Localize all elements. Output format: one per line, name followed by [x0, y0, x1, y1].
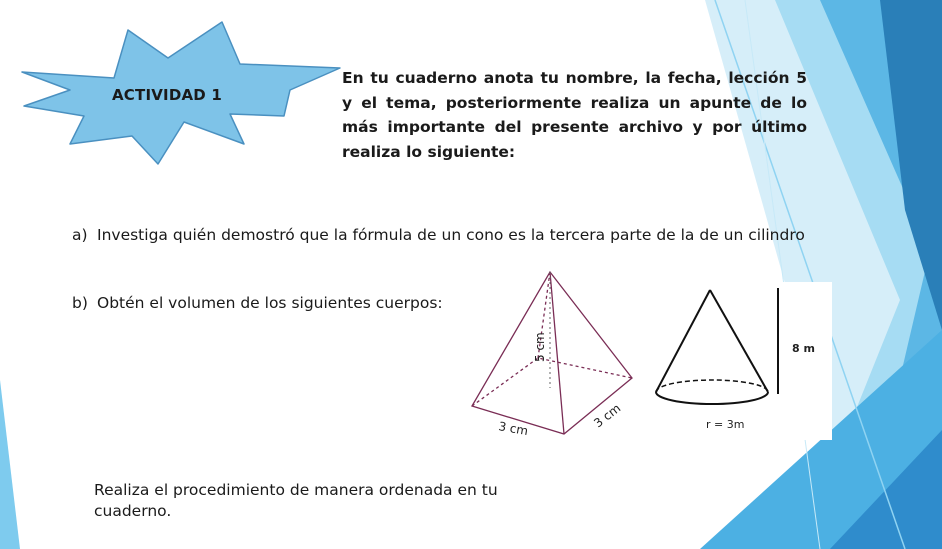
pyramid-edge-front: [550, 272, 564, 434]
pyramid-base-label-right: 3 cm: [591, 401, 624, 431]
cone-height-label: 8 m: [792, 342, 815, 355]
cone-radius-label: r = 3m: [706, 418, 745, 431]
task-b-marker: b): [72, 294, 88, 312]
task-b: [72, 294, 443, 312]
closing-instruction: Realiza el procedimiento de manera ordenada en tu cuaderno.: [94, 481, 498, 520]
task-b-text: Obtén el volumen de los siguientes cuerpos:: [97, 294, 443, 312]
activity-label: ACTIVIDAD 1: [112, 86, 222, 104]
task-a: [72, 226, 805, 244]
pyramid-base-label-left: 3 cm: [497, 419, 530, 439]
task-a-marker: a): [72, 226, 88, 244]
intro-instructions: En tu cuaderno anota tu nombre, la fecha, lección 5 y el tema, posteriormente realiza un apunte de lo más importante del presente archivo y por último realiza lo siguiente:: [342, 69, 807, 161]
cone-panel: [650, 282, 832, 440]
task-a-text: Investiga quién demostró que la fórmula de un cono es la tercera parte de la de un cilindro: [97, 226, 805, 244]
pyramid-height-label: 5 cm: [533, 332, 547, 362]
geometry-figures: [460, 260, 832, 440]
bg-facet-left: [0, 380, 20, 549]
